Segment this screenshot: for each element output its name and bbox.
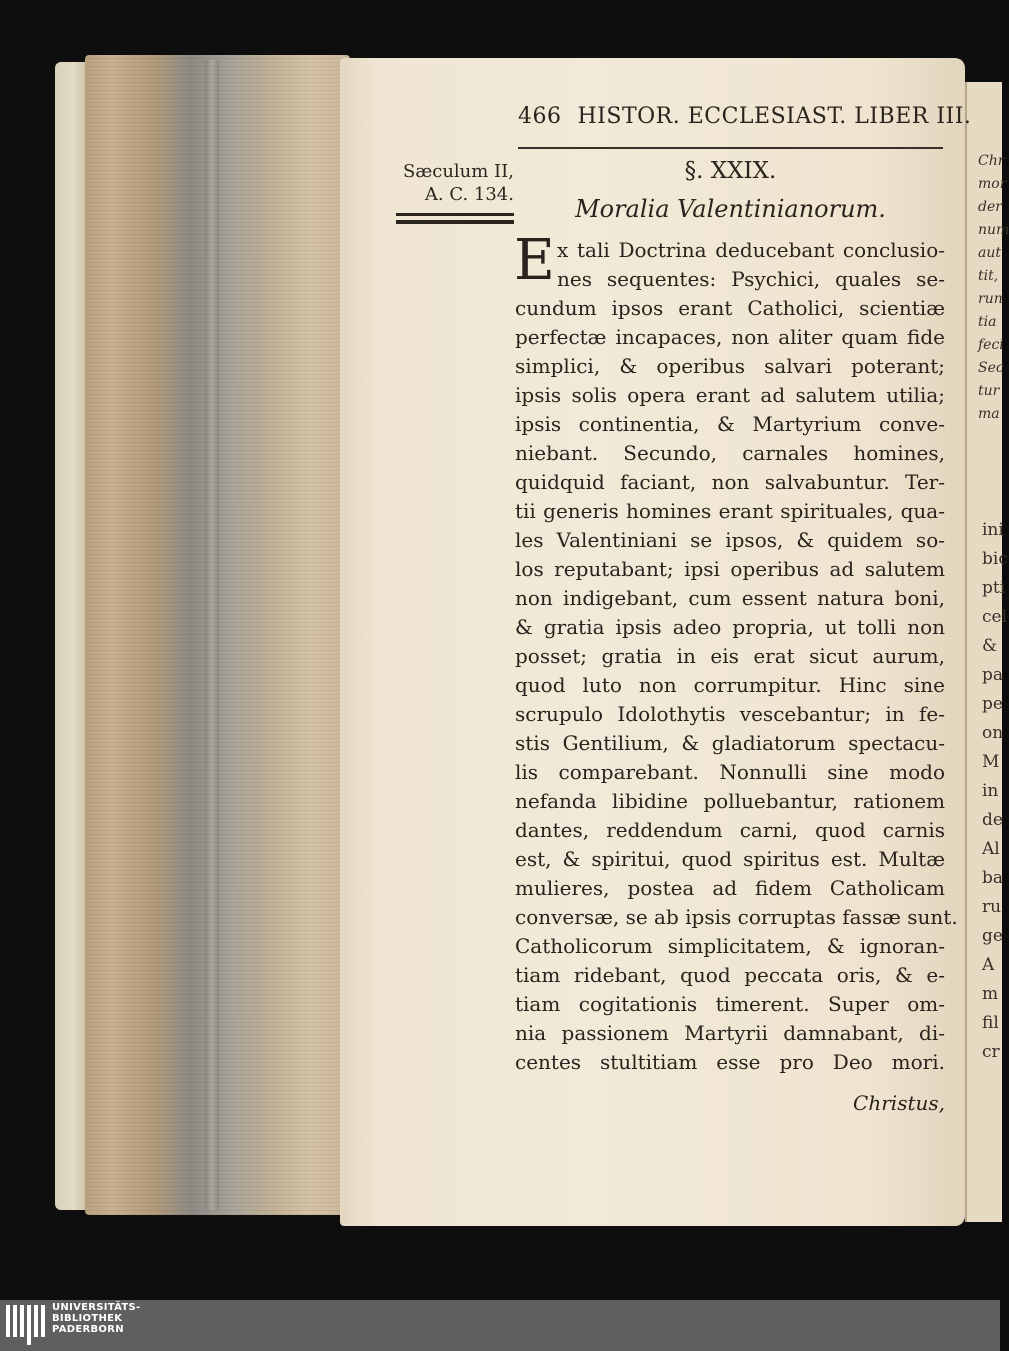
facing-page-fragment: fil <box>982 1013 999 1033</box>
text-line: ipsis solis opera erant ad salutem utilia; <box>515 383 945 407</box>
facing-page-fragment: Chr <box>978 153 1005 169</box>
facing-page-fragment: de <box>982 810 1003 830</box>
header-rule <box>518 147 943 149</box>
text-line: simplici, & operibus salvari poterant; <box>515 354 945 378</box>
facing-page-fragment: der <box>978 199 1002 215</box>
text-line: conversæ, se ab ipsis corruptas fassæ sunt. <box>515 905 958 929</box>
logo-line-2: BIBLIOTHEK <box>52 1313 123 1324</box>
text-line: non indigebant, cum essent natura boni, <box>515 586 945 610</box>
text-line: nes sequentes: Psychici, quales se- <box>557 267 945 291</box>
text-line: mulieres, postea ad fidem Catholicam <box>515 876 945 900</box>
facing-page-fragment: aut <box>978 245 1001 261</box>
drop-capital: E <box>514 228 555 293</box>
facing-page-fragment: cr <box>982 1042 1000 1062</box>
facing-page-fragment: tia <box>978 314 997 330</box>
facing-page-fragment: Al <box>982 839 1000 859</box>
catchword: Christus, <box>853 1091 945 1115</box>
facing-page-fragment: & <box>982 636 998 656</box>
text-line: cundum ipsos erant Catholici, scientiæ <box>515 296 945 320</box>
text-line: scrupulo Idolothytis vescebantur; in fe- <box>515 702 945 726</box>
library-logo-icon <box>6 1305 46 1347</box>
facing-page-fragment: ge <box>982 926 1003 946</box>
margin-note-century: Sæculum II, <box>402 161 514 182</box>
facing-page-fragment: in <box>982 781 999 801</box>
fore-edge-seam <box>205 60 219 1210</box>
facing-page-fragment: ma <box>978 406 1000 422</box>
text-line: nefanda libidine polluebantur, rationem <box>515 789 945 813</box>
facing-page-fragment: on <box>982 723 1004 743</box>
facing-page-fragment: ini <box>982 520 1004 540</box>
facing-page-fragment: num <box>978 222 1009 238</box>
text-line: ipsis continentia, & Martyrium conve- <box>515 412 945 436</box>
facing-page-fragment: tit, <box>978 268 999 284</box>
facing-page-fragment: tur <box>978 383 1000 399</box>
margin-rule-bottom <box>396 220 514 224</box>
text-line: centes stultitiam esse pro Deo mori. <box>515 1050 945 1074</box>
logo-line-3: PADERBORN <box>52 1324 124 1335</box>
text-line: niebant. Secundo, carnales homines, <box>515 441 945 465</box>
library-footer <box>0 1300 1000 1351</box>
text-line: stis Gentilium, & gladiatorum spectacu- <box>515 731 945 755</box>
facing-page-text-bottom <box>982 516 1008 1067</box>
text-line: nia passionem Martyrii damnabant, di- <box>515 1021 945 1045</box>
facing-page-fragment: ba <box>982 868 1004 888</box>
margin-note-year: A. C. 134. <box>424 184 514 205</box>
text-line: & gratia ipsis adeo propria, ut tolli non <box>515 615 945 639</box>
facing-page-text-top <box>978 150 1009 426</box>
facing-page-fragment: cel <box>982 607 1008 627</box>
facing-page-fragment: pa <box>982 665 1004 685</box>
facing-page-fragment: M <box>982 752 1000 772</box>
running-title: HISTOR. ECCLESIAST. LIBER III. <box>577 104 972 129</box>
text-line: quod luto non corrumpitur. Hinc sine <box>515 673 945 697</box>
library-logo-text <box>52 1302 141 1335</box>
facing-page-fragment: Sec <box>978 360 1004 376</box>
body-text <box>514 228 958 1077</box>
text-line: x tali Doctrina deducebant conclusio- <box>557 238 945 262</box>
facing-page-fragment: feci <box>978 337 1004 353</box>
text-line: los reputabant; ipsi operibus ad salutem <box>515 557 945 581</box>
page-number: 466 <box>518 104 562 129</box>
facing-page-fragment: A <box>982 955 995 975</box>
section-title: Moralia Valentinianorum. <box>575 195 886 223</box>
text-line: Catholicorum simplicitatem, & ignoran- <box>515 934 945 958</box>
section-number: §. XXIX. <box>684 158 777 184</box>
logo-line-1: UNIVERSITÄTS- <box>52 1302 141 1313</box>
facing-page-fragment: mor <box>978 176 1007 192</box>
facing-page-fragment: pe <box>982 694 1003 714</box>
facing-page-fragment: ru <box>982 897 1002 917</box>
text-line: tiam ridebant, quod peccata oris, & e- <box>515 963 945 987</box>
text-line: tiam cogitationis timerent. Super om- <box>515 992 945 1016</box>
text-line: est, & spiritui, quod spiritus est. Multæ <box>515 847 945 871</box>
text-line: tii generis homines erant spirituales, qua- <box>515 499 945 523</box>
facing-page-fragment: m <box>982 984 999 1004</box>
facing-page-fragment: pti <box>982 578 1006 598</box>
margin-note <box>392 160 514 206</box>
running-header <box>518 104 972 129</box>
text-line: quidquid faciant, non salvabuntur. Ter- <box>515 470 945 494</box>
text-line: les Valentiniani se ipsos, & quidem so- <box>515 528 945 552</box>
facing-page-fragment: run <box>978 291 1003 307</box>
text-line: perfectæ incapaces, non aliter quam fide <box>515 325 945 349</box>
facing-page-fragment: bic <box>982 549 1008 569</box>
text-line: dantes, reddendum carni, quod carnis <box>515 818 945 842</box>
margin-rule-top <box>396 213 514 216</box>
text-line: lis comparebant. Nonnulli sine modo <box>515 760 945 784</box>
text-line: posset; gratia in eis erat sicut aurum, <box>515 644 945 668</box>
